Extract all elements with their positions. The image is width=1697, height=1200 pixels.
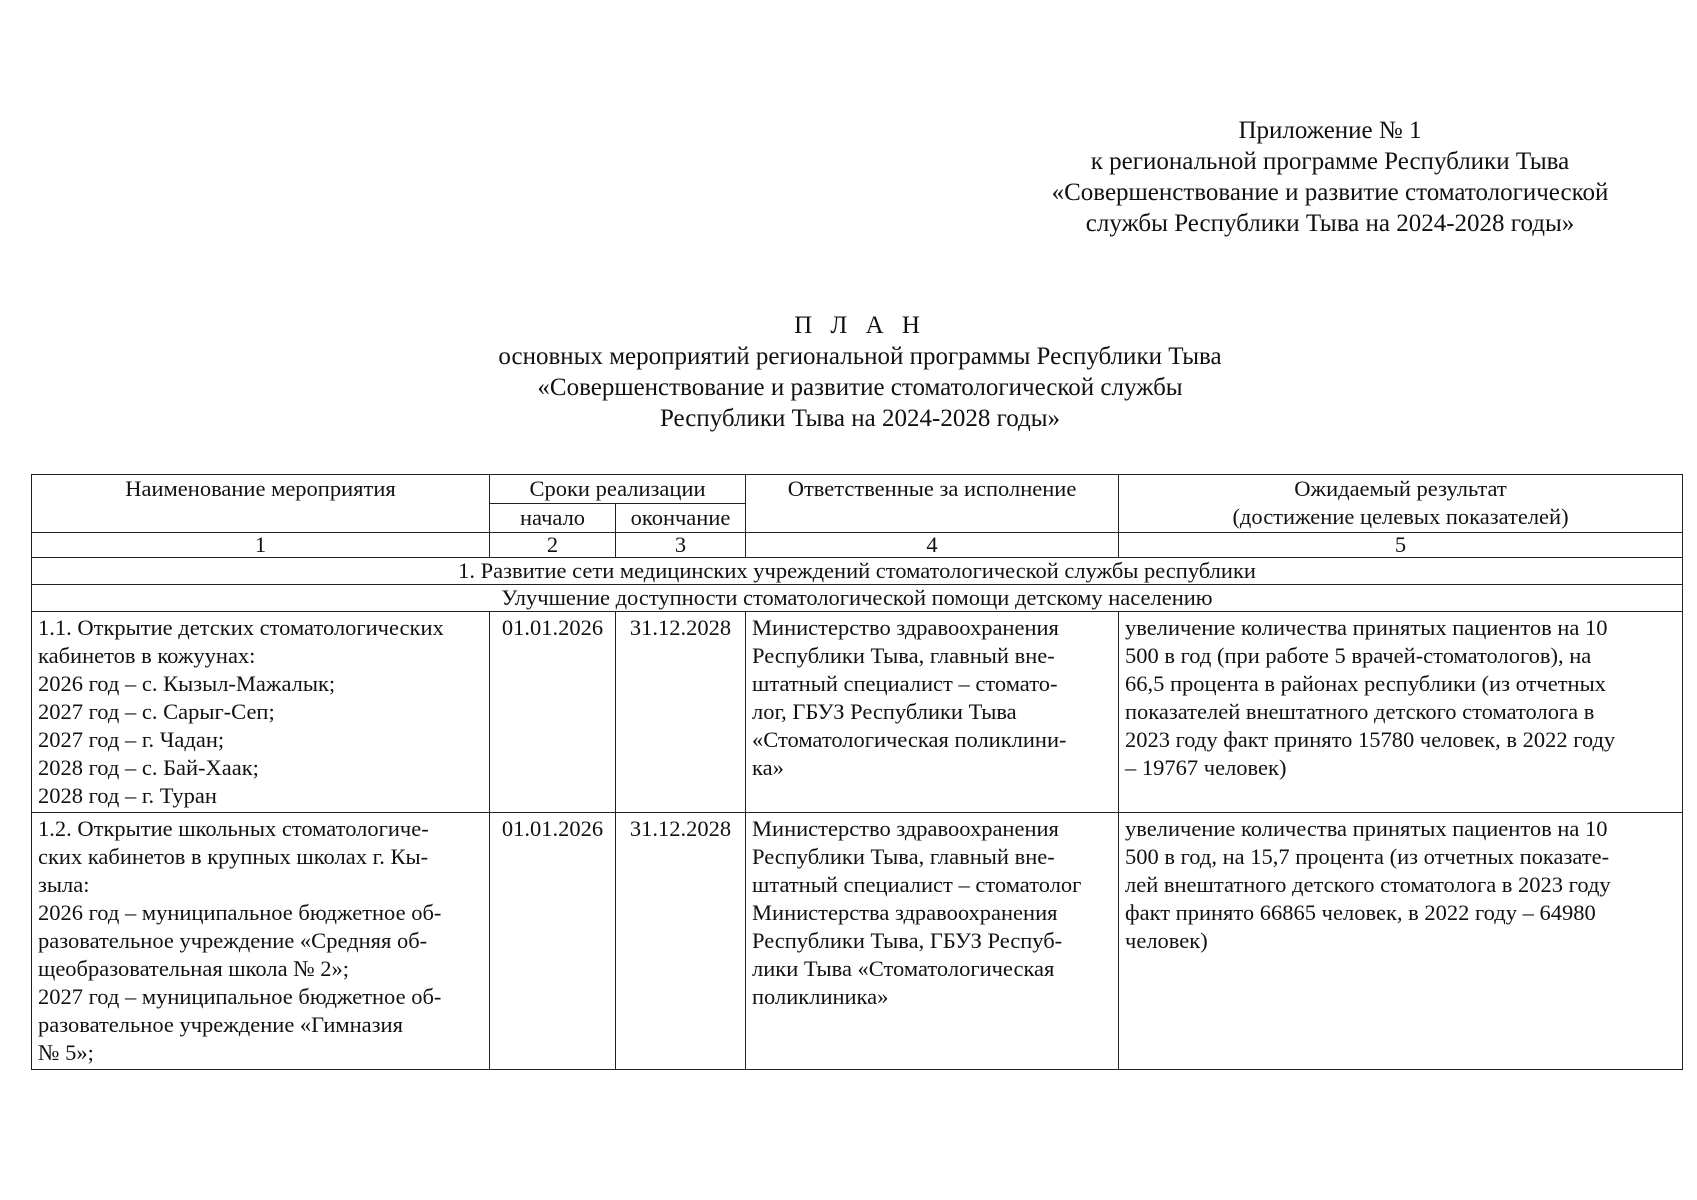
cell-line: – 19767 человек)	[1125, 755, 1287, 780]
plan-subtitle-line: «Совершенствование и развитие стоматологической службы	[537, 374, 1183, 401]
cell-line: штатный специалист – стоматолог	[752, 872, 1082, 897]
cell-line: 2027 год – с. Сарыг-Сеп;	[38, 699, 275, 724]
table-row	[32, 612, 1683, 813]
end-date-cell: 31.12.2028	[616, 612, 746, 813]
appendix-line: службы Республики Тыва на 2024-2028 годы»	[1085, 210, 1575, 237]
table-row	[32, 813, 1683, 1070]
cell-line: Министерство здравоохранения	[752, 816, 1059, 841]
subsection-title: Улучшение доступности стоматологической помощи детскому населению	[32, 585, 1683, 612]
cell-line: 2027 год – муниципальное бюджетное об-	[38, 984, 442, 1009]
responsible-cell	[746, 813, 1119, 1070]
cell-line: показателей внештатного детского стоматолога в	[1125, 699, 1595, 724]
subsection-row	[32, 585, 1683, 612]
cell-line: 66,5 процента в районах республики (из отчетных	[1125, 671, 1606, 696]
cell-line: 2028 год – с. Бай-Хаак;	[38, 755, 259, 780]
header-terms: Сроки реализации	[490, 475, 746, 504]
column-number: 4	[746, 533, 1119, 558]
appendix-block	[1010, 115, 1650, 239]
cell-line: факт принято 66865 человек, в 2022 году – 64980	[1125, 900, 1596, 925]
cell-line: кабинетов в кожуунах:	[38, 643, 256, 668]
appendix-line: «Совершенствование и развитие стоматологической	[1051, 179, 1609, 206]
cell-line: увеличение количества принятых пациентов на 10	[1125, 816, 1608, 841]
section-row	[32, 558, 1683, 585]
appendix-line: Приложение № 1	[1238, 117, 1422, 144]
start-date-cell: 01.01.2026	[490, 813, 616, 1070]
header-row	[32, 475, 1683, 504]
cell-line: разовательное учреждение «Гимназия	[38, 1012, 403, 1037]
cell-line: № 5»;	[38, 1040, 94, 1065]
cell-line: штатный специалист – стомато-	[752, 671, 1058, 696]
cell-line: увеличение количества принятых пациентов на 10	[1125, 615, 1608, 640]
cell-line: 1.2. Открытие школьных стоматологиче-	[38, 816, 429, 841]
cell-line: 1.1. Открытие детских стоматологических	[38, 615, 444, 640]
cell-line: лог, ГБУЗ Республики Тыва	[752, 699, 1017, 724]
result-cell	[1119, 612, 1683, 813]
plan-title: П Л А Н	[794, 312, 926, 339]
header-result	[1119, 475, 1683, 533]
section-title: 1. Развитие сети медицинских учреждений стоматологической службы республики	[32, 558, 1683, 585]
cell-line: Республики Тыва, главный вне-	[752, 643, 1055, 668]
column-number: 1	[32, 533, 490, 558]
cell-line: 2027 год – г. Чадан;	[38, 727, 225, 752]
cell-line: ка»	[752, 755, 784, 780]
cell-line: человек)	[1125, 928, 1208, 953]
plan-subtitle-line: Республики Тыва на 2024-2028 годы»	[659, 405, 1061, 432]
activity-name-cell	[32, 813, 490, 1070]
column-number: 2	[490, 533, 616, 558]
cell-line: поликлиника»	[752, 984, 889, 1009]
plan-heading	[380, 310, 1340, 434]
header-end: окончание	[616, 504, 746, 533]
cell-line: 500 в год, на 15,7 процента (из отчетных показате-	[1125, 844, 1610, 869]
cell-line: Министерства здравоохранения	[752, 900, 1058, 925]
plan-table	[31, 474, 1683, 1070]
column-number: 3	[616, 533, 746, 558]
header-start: начало	[490, 504, 616, 533]
cell-line: Республики Тыва, главный вне-	[752, 844, 1055, 869]
cell-line: 2023 году факт принято 15780 человек, в 2022 году	[1125, 727, 1616, 752]
cell-line: 2028 год – г. Туран	[38, 783, 217, 808]
cell-line: 2026 год – муниципальное бюджетное об-	[38, 900, 442, 925]
cell-line: разовательное учреждение «Средняя об-	[38, 928, 428, 953]
header-result-line: (достижение целевых показателей)	[1232, 504, 1569, 529]
header-responsible: Ответственные за исполнение	[746, 475, 1119, 533]
activity-name-cell	[32, 612, 490, 813]
end-date-cell: 31.12.2028	[616, 813, 746, 1070]
plan-subtitle-line: основных мероприятий региональной программы Республики Тыва	[498, 343, 1222, 370]
cell-line: Министерство здравоохранения	[752, 615, 1059, 640]
start-date-cell: 01.01.2026	[490, 612, 616, 813]
cell-line: Республики Тыва, ГБУЗ Респуб-	[752, 928, 1063, 953]
cell-line: лей внештатного детского стоматолога в 2023 году	[1125, 872, 1611, 897]
cell-line: «Стоматологическая поликлини-	[752, 727, 1067, 752]
result-cell	[1119, 813, 1683, 1070]
cell-line: ских кабинетов в крупных школах г. Кы-	[38, 844, 429, 869]
column-number: 5	[1119, 533, 1683, 558]
responsible-cell	[746, 612, 1119, 813]
header-name: Наименование мероприятия	[32, 475, 490, 533]
cell-line: зыла:	[38, 872, 90, 897]
cell-line: лики Тыва «Стоматологическая	[752, 956, 1055, 981]
cell-line: 2026 год – с. Кызыл-Мажалык;	[38, 671, 336, 696]
cell-line: щеобразовательная школа № 2»;	[38, 956, 350, 981]
header-result-line: Ожидаемый результат	[1294, 476, 1507, 501]
appendix-line: к региональной программе Республики Тыва	[1090, 148, 1570, 175]
cell-line: 500 в год (при работе 5 врачей-стоматологов), на	[1125, 643, 1592, 668]
column-number-row	[32, 533, 1683, 558]
